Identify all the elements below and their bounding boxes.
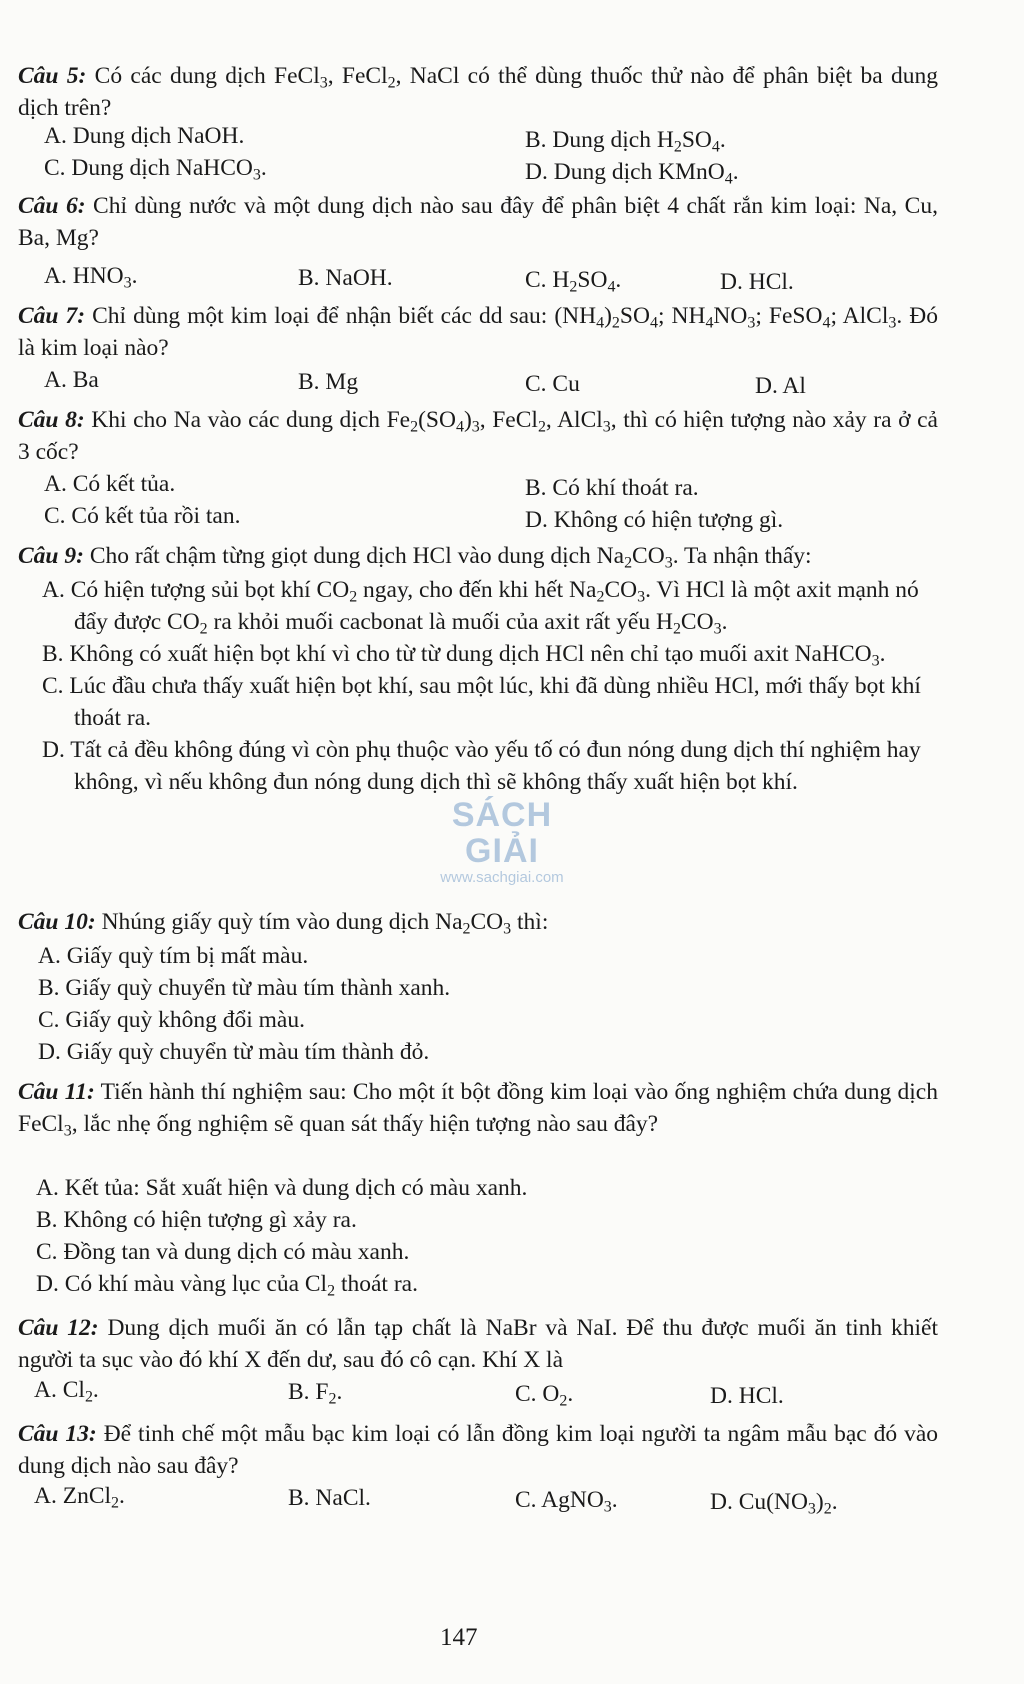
question-text: Chỉ dùng một kim loại để nhận biết các dd sau: $(NH_4)_2SO_4$; $NH_4NO_3$; FeSO$_4$; AlCl$_3$. Đó là kim loại nào?	[18, 303, 938, 361]
question-12	[18, 1312, 938, 1376]
question-text: Dung dịch muối ăn có lẫn tạp chất là NaBr và NaI. Để thu được muối ăn tinh khiết người ta sục vào đó khí X đến dư, sau đó cô cạn. Khí X là	[18, 1315, 938, 1373]
option-a: A. Có kết tủa.	[44, 471, 176, 497]
option-d: D. Giấy quỳ chuyển từ màu tím thành đỏ.	[38, 1039, 430, 1065]
option-c: C. $H_2SO_4$.	[525, 267, 622, 296]
option-a: A. ZnCl$_2$.	[34, 1483, 125, 1512]
option-c: C. Giấy quỳ không đổi màu.	[38, 1007, 305, 1033]
option-a: A. Kết tủa: Sắt xuất hiện và dung dịch có màu xanh.	[36, 1175, 528, 1201]
option-c: C. Dung dịch NaHCO$_3$.	[44, 155, 267, 184]
option-a: A. $HNO_3$.	[44, 263, 138, 292]
question-text: Chỉ dùng nước và một dung dịch nào sau đây để phân biệt 4 chất rắn kim loại: Na, Cu, Ba, Mg?	[18, 193, 938, 251]
option-a: A. Giấy quỳ tím bị mất màu.	[38, 943, 309, 969]
question-label: Câu 10:	[18, 909, 96, 935]
watermark-brand: SÁCH GIẢI	[451, 796, 553, 870]
option-a: A. Có hiện tượng sủi bọt khí $CO_2$ ngay, cho đến khi hết $Na_2CO_3$. Vì HCl là một axit mạnh nó đẩy được $CO_2$ ra khỏi muối cacbonat là muối của axit rất yếu $H_2CO_3$.	[42, 577, 919, 638]
question-label: Câu 5:	[18, 63, 87, 89]
question-text: Cho rất chậm từng giọt dung dịch HCl vào dung dịch $Na_2CO_3$. Ta nhận thấy:	[83, 543, 812, 572]
option-c: C. Đồng tan và dung dịch có màu xanh.	[36, 1239, 410, 1265]
page-number: 147	[440, 1624, 478, 1651]
option-c: C. AgNO$_3$.	[515, 1487, 618, 1516]
question-10-options	[38, 940, 938, 1068]
option-a: A. Ba	[44, 367, 99, 393]
question-5	[18, 60, 938, 124]
option-a: A. $Cl_2$.	[34, 1377, 99, 1406]
option-b: B. NaOH.	[298, 265, 393, 291]
question-13	[18, 1418, 938, 1482]
question-label: Câu 9:	[18, 543, 84, 569]
watermark	[412, 797, 592, 887]
option-a: A. Dung dịch NaOH.	[44, 123, 245, 149]
option-d: D. Không có hiện tượng gì.	[525, 507, 784, 533]
question-11-options	[36, 1172, 936, 1300]
option-b: B. Dung dịch $H_2SO_4$.	[525, 127, 726, 156]
option-d: D. Al	[755, 373, 806, 399]
question-label: Câu 13:	[18, 1421, 97, 1447]
option-b: B. Giấy quỳ chuyển từ màu tím thành xanh.	[38, 975, 451, 1001]
option-d: D. Tất cả đều không đúng vì còn phụ thuộc vào yếu tố có đun nóng dung dịch thí nghiệm hay không, vì nếu không đun nóng dung dịch thì sẽ không thấy xuất hiện bọt khí.	[42, 737, 921, 795]
option-b: B. NaCl.	[288, 1485, 371, 1511]
option-b: B. Không có xuất hiện bọt khí vì cho từ từ dung dịch HCl nên chỉ tạo muối axit NaHCO$_3$.	[42, 641, 886, 670]
question-label: Câu 7:	[18, 303, 86, 329]
option-d: D. Có khí màu vàng lục của $Cl_2$ thoát ra.	[36, 1271, 418, 1300]
option-c: C. Cu	[525, 371, 580, 397]
option-c: C. Lúc đầu chưa thấy xuất hiện bọt khí, sau một lúc, khi đã dùng nhiều HCl, mới thấy bọt khí thoát ra.	[42, 673, 921, 731]
question-6	[18, 190, 938, 254]
option-b: B. Không có hiện tượng gì xảy ra.	[36, 1207, 357, 1233]
question-text: Để tinh chế một mẫu bạc kim loại có lẫn đồng kim loại người ta ngâm mẫu bạc đó vào dung dịch nào sau đây?	[18, 1421, 939, 1479]
question-8	[18, 404, 938, 468]
question-text: Có các dung dịch FeCl$_3$, FeCl$_2$, NaCl có thể dùng thuốc thử nào để phân biệt ba dung dịch trên?	[18, 63, 938, 121]
question-9	[18, 540, 938, 572]
question-7	[18, 300, 938, 364]
question-text: Khi cho Na vào các dung dịch $Fe_2(SO_4)_3$, FeCl$_2$, AlCl$_3$, thì có hiện tượng nào xảy ra ở cả 3 cốc?	[18, 407, 938, 465]
option-d: D. HCl.	[710, 1383, 784, 1409]
question-label: Câu 12:	[18, 1315, 99, 1341]
question-label: Câu 6:	[18, 193, 86, 219]
option-d: D. $Cu(NO_3)_2$.	[710, 1489, 838, 1518]
option-b: B. Mg	[298, 369, 359, 395]
question-label: Câu 11:	[18, 1079, 95, 1105]
question-text: Tiến hành thí nghiệm sau: Cho một ít bột đồng kim loại vào ống nghiệm chứa dung dịch FeCl$_3$, lắc nhẹ ống nghiệm sẽ quan sát thấy hiện tượng nào sau đây?	[18, 1079, 938, 1140]
question-text: Nhúng giấy quỳ tím vào dung dịch $Na_2CO_3$ thì:	[95, 909, 549, 938]
option-c: C. $O_2$.	[515, 1381, 574, 1410]
option-d: D. Dung dịch KMnO$_4$.	[525, 159, 739, 188]
question-label: Câu 8:	[18, 407, 85, 433]
question-11	[18, 1076, 938, 1140]
watermark-url: www.sachgiai.com	[440, 869, 564, 886]
question-9-options	[42, 574, 942, 798]
option-d: D. HCl.	[720, 269, 794, 295]
option-c: C. Có kết tủa rồi tan.	[44, 503, 241, 529]
option-b: B. Có khí thoát ra.	[525, 475, 699, 501]
question-10	[18, 906, 938, 938]
option-b: B. $F_2$.	[288, 1379, 343, 1408]
